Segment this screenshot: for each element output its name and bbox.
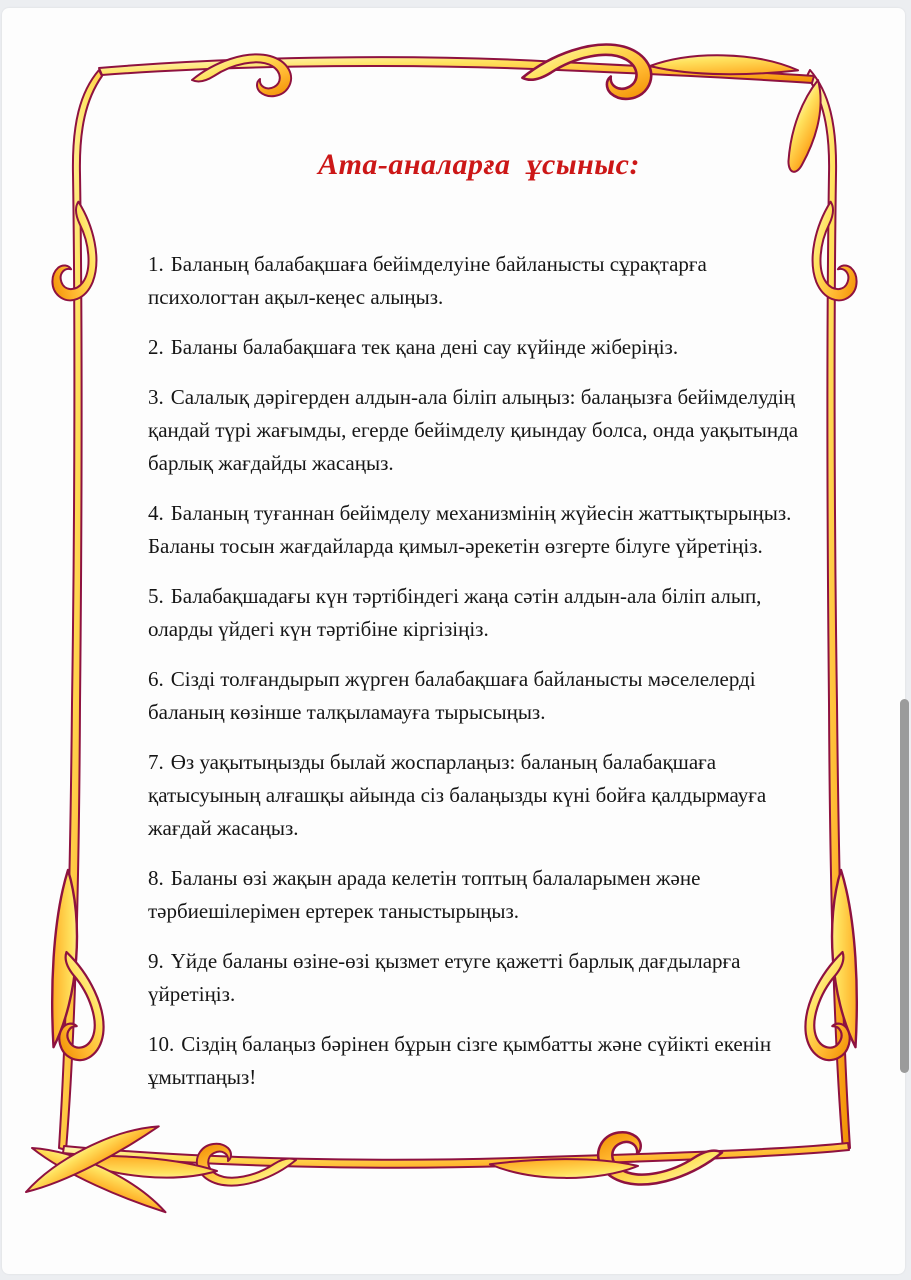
scrollbar-thumb[interactable]	[900, 699, 909, 1073]
item-number: 8.	[148, 866, 164, 890]
item-number: 9.	[148, 949, 164, 973]
list-item	[148, 331, 810, 364]
list-item	[148, 746, 810, 845]
item-text: Баланы балабақшаға тек қана дені сау күйінде жіберіңіз.	[170, 335, 679, 359]
item-number: 10.	[148, 1032, 175, 1056]
page-content	[148, 8, 810, 1111]
item-number: 3.	[148, 385, 164, 409]
item-text: Баланың туғаннан бейімделу механизмінің жүйесін жаттықтырыңыз. Баланы тосын жағдайларда қимыл-әрекетін өзгерте білуге үйретіңіз.	[148, 501, 792, 558]
list-item	[148, 663, 810, 729]
item-number: 6.	[148, 667, 164, 691]
item-text: Балабақшадағы күн тәртібіндегі жаңа сәтін алдын-ала біліп алып, оларды үйдегі күн тәртібіне кіргізіңіз.	[148, 584, 762, 641]
item-number: 4.	[148, 501, 164, 525]
list-item	[148, 945, 810, 1011]
item-number: 5.	[148, 584, 164, 608]
list-item	[148, 1028, 810, 1094]
item-text: Сіздің балаңыз бәрінен бұрын сізге қымбатты және сүйікті екенін ұмытпаңыз!	[148, 1032, 772, 1089]
list-item	[148, 381, 810, 480]
item-number: 1.	[148, 252, 164, 276]
recommendation-list	[148, 248, 810, 1094]
item-text: Сізді толғандырып жүрген балабақшаға байланысты мәселелерді баланың көзінше талқыламауға тырысыңыз.	[148, 667, 756, 724]
item-text: Үйде баланы өзіне-өзі қызмет етуге қажетті барлық дағдыларға үйретіңіз.	[148, 949, 741, 1006]
item-text: Өз уақытыңызды былай жоспарлаңыз: баланың балабақшаға қатысуының алғашқы айында сіз балаңызды күні бойға қалдырмауға жағдай жасаңыз.	[148, 750, 767, 840]
item-text: Баланы өзі жақын арада келетін топтың балаларымен және тәрбиешілерімен ертерек таныстырыңыз.	[148, 866, 701, 923]
list-item	[148, 248, 810, 314]
page-title: Ата-аналарға ұсыныс:	[318, 148, 640, 181]
item-number: 2.	[148, 335, 164, 359]
list-item	[148, 580, 810, 646]
item-text: Баланың балабақшаға бейімделуіне байланысты сұрақтарға психологтан ақыл-кеңес алыңыз.	[148, 252, 707, 309]
item-number: 7.	[148, 750, 164, 774]
item-text: Салалық дәрігерден алдын-ала біліп алыңыз: балаңызға бейімделудің қандай түрі жағымды, егерде бейімделу қиындау болса, онда уақытында барлық жағдайды жасаңыз.	[148, 385, 799, 475]
list-item	[148, 497, 810, 563]
list-item	[148, 862, 810, 928]
document-page	[2, 8, 905, 1274]
